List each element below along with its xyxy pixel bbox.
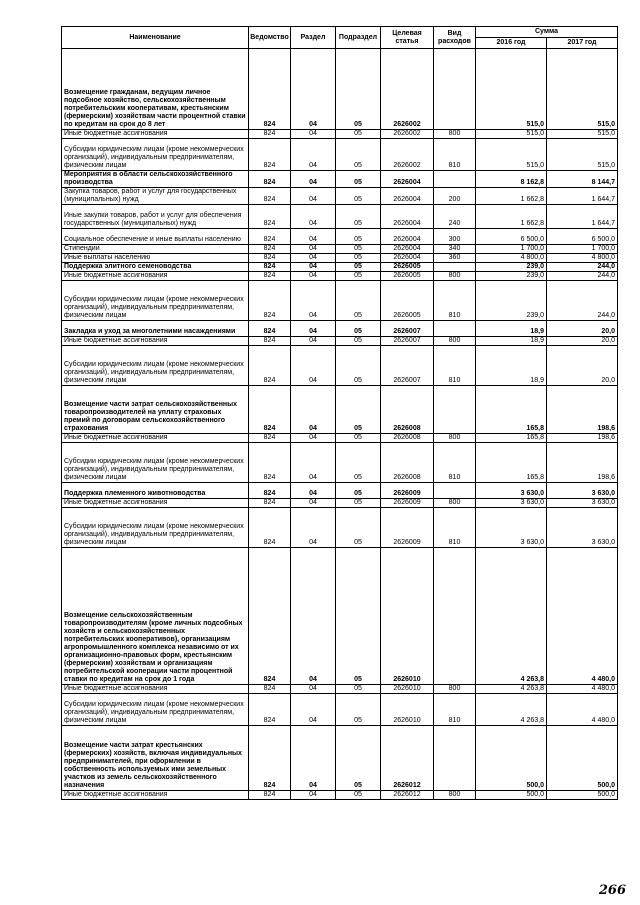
- row-expense: 800: [434, 434, 476, 443]
- row-subsection: 05: [336, 281, 381, 321]
- row-subsection: 05: [336, 188, 381, 205]
- row-subsection: 05: [336, 245, 381, 254]
- row-section: 04: [291, 443, 336, 483]
- row-subsection: 05: [336, 272, 381, 281]
- row-section: 04: [291, 281, 336, 321]
- row-sum-2017: 500,0: [547, 726, 618, 791]
- row-sum-2017: 20,0: [547, 337, 618, 346]
- row-sum-2017: 1 644,7: [547, 188, 618, 205]
- row-section: 04: [291, 272, 336, 281]
- row-name: Субсидии юридическим лицам (кроме некоммерческих организаций), индивидуальным предпринимателям, физическим лицам: [62, 139, 249, 171]
- row-subsection: 05: [336, 321, 381, 337]
- row-name: Возмещение части затрат крестьянских (фермерских) хозяйств, включая индивидуальных предпринимателей, при оформлении в собственность используемых ими земельных участков из земель сельскохозяйственного назначения: [62, 726, 249, 791]
- row-expense: 360: [434, 254, 476, 263]
- row-sum-2017: 198,6: [547, 434, 618, 443]
- row-department: 824: [249, 548, 291, 685]
- row-target: 2626004: [381, 188, 434, 205]
- row-sum-2017: 244,0: [547, 281, 618, 321]
- row-name: Иные бюджетные ассигнования: [62, 337, 249, 346]
- row-section: 04: [291, 171, 336, 188]
- table-row: [62, 254, 618, 263]
- row-expense: [434, 171, 476, 188]
- row-section: 04: [291, 791, 336, 800]
- row-section: 04: [291, 434, 336, 443]
- row-expense: 800: [434, 791, 476, 800]
- row-name: Поддержка элитного семеноводства: [62, 263, 249, 272]
- row-sum-2016: 165,8: [476, 386, 547, 434]
- row-section: 04: [291, 49, 336, 130]
- row-sum-2017: 3 630,0: [547, 508, 618, 548]
- table-row: [62, 386, 618, 434]
- table-row: [62, 49, 618, 130]
- row-section: 04: [291, 548, 336, 685]
- row-name: Иные бюджетные ассигнования: [62, 434, 249, 443]
- row-target: 2626004: [381, 205, 434, 229]
- row-department: 824: [249, 508, 291, 548]
- row-expense: [434, 726, 476, 791]
- row-department: 824: [249, 254, 291, 263]
- row-sum-2017: 515,0: [547, 130, 618, 139]
- row-sum-2016: 18,9: [476, 346, 547, 386]
- row-expense: [434, 548, 476, 685]
- table-row: [62, 188, 618, 205]
- row-section: 04: [291, 263, 336, 272]
- table-row: [62, 263, 618, 272]
- row-target: 2626008: [381, 443, 434, 483]
- row-target: 2626008: [381, 434, 434, 443]
- row-target: 2626004: [381, 229, 434, 245]
- row-sum-2016: 18,9: [476, 337, 547, 346]
- row-subsection: 05: [336, 791, 381, 800]
- row-department: 824: [249, 49, 291, 130]
- row-section: 04: [291, 483, 336, 499]
- row-sum-2016: 3 630,0: [476, 499, 547, 508]
- row-sum-2016: 239,0: [476, 281, 547, 321]
- row-subsection: 05: [336, 694, 381, 726]
- row-section: 04: [291, 386, 336, 434]
- header-2017: 2017 год: [547, 38, 618, 49]
- row-name: Иные бюджетные ассигнования: [62, 791, 249, 800]
- row-target: 2626010: [381, 694, 434, 726]
- row-sum-2016: 500,0: [476, 791, 547, 800]
- row-department: 824: [249, 483, 291, 499]
- row-sum-2016: 239,0: [476, 263, 547, 272]
- row-department: 824: [249, 139, 291, 171]
- row-subsection: 05: [336, 386, 381, 434]
- row-target: 2626005: [381, 272, 434, 281]
- row-target: 2626009: [381, 483, 434, 499]
- table-row: [62, 205, 618, 229]
- header-department: Ведомство: [249, 27, 291, 49]
- row-department: 824: [249, 171, 291, 188]
- row-sum-2016: 6 500,0: [476, 229, 547, 245]
- row-section: 04: [291, 254, 336, 263]
- row-target: 2626010: [381, 548, 434, 685]
- row-sum-2016: 515,0: [476, 139, 547, 171]
- row-name: Возмещение гражданам, ведущим личное подсобное хозяйство, сельскохозяйственным потребительским кооперативам, крестьянским (фермерским) хозяйствам части процентной ставки по кредитам на срок до 8 лет: [62, 49, 249, 130]
- row-expense: [434, 263, 476, 272]
- row-section: 04: [291, 139, 336, 171]
- row-sum-2016: 515,0: [476, 49, 547, 130]
- row-subsection: 05: [336, 139, 381, 171]
- row-name: Закупка товаров, работ и услуг для государственных (муниципальных) нужд: [62, 188, 249, 205]
- row-expense: 800: [434, 272, 476, 281]
- table-row: [62, 272, 618, 281]
- row-sum-2016: 18,9: [476, 321, 547, 337]
- row-name: Закладка и уход за многолетними насаждениями: [62, 321, 249, 337]
- row-subsection: 05: [336, 263, 381, 272]
- row-expense: 810: [434, 508, 476, 548]
- row-sum-2016: 3 630,0: [476, 483, 547, 499]
- row-target: 2626012: [381, 726, 434, 791]
- row-name: Поддержка племенного животноводства: [62, 483, 249, 499]
- table-row: [62, 245, 618, 254]
- row-section: 04: [291, 205, 336, 229]
- row-section: 04: [291, 188, 336, 205]
- row-sum-2016: 4 800,0: [476, 254, 547, 263]
- header-expense: Вид расходов: [434, 27, 476, 49]
- row-name: Иные бюджетные ассигнования: [62, 130, 249, 139]
- table-row: [62, 443, 618, 483]
- row-sum-2016: 4 263,8: [476, 685, 547, 694]
- table-row: [62, 791, 618, 800]
- row-target: 2626002: [381, 49, 434, 130]
- table-row: [62, 548, 618, 685]
- row-subsection: 05: [336, 346, 381, 386]
- row-expense: 200: [434, 188, 476, 205]
- row-name: Иные бюджетные ассигнования: [62, 272, 249, 281]
- header-target: Целевая статья: [381, 27, 434, 49]
- row-target: 2626002: [381, 130, 434, 139]
- row-subsection: 05: [336, 508, 381, 548]
- row-subsection: 05: [336, 443, 381, 483]
- header-subsection: Подраздел: [336, 27, 381, 49]
- row-subsection: 05: [336, 483, 381, 499]
- row-sum-2017: 3 630,0: [547, 499, 618, 508]
- row-department: 824: [249, 499, 291, 508]
- row-sum-2017: 4 480,0: [547, 685, 618, 694]
- row-subsection: 05: [336, 726, 381, 791]
- row-sum-2016: 1 662,8: [476, 205, 547, 229]
- row-sum-2016: 4 263,8: [476, 694, 547, 726]
- row-department: 824: [249, 791, 291, 800]
- row-target: 2626009: [381, 499, 434, 508]
- row-department: 824: [249, 386, 291, 434]
- row-target: 2626012: [381, 791, 434, 800]
- row-name: Возмещение части затрат сельскохозяйственных товаропроизводителей на уплату страховых премий по договорам сельскохозяйственного страхования: [62, 386, 249, 434]
- row-section: 04: [291, 229, 336, 245]
- row-subsection: 05: [336, 337, 381, 346]
- row-section: 04: [291, 346, 336, 386]
- row-subsection: 05: [336, 499, 381, 508]
- row-expense: 240: [434, 205, 476, 229]
- row-name: Субсидии юридическим лицам (кроме некоммерческих организаций), индивидуальным предпринимателям, физическим лицам: [62, 346, 249, 386]
- row-target: 2626009: [381, 508, 434, 548]
- row-sum-2017: 4 800,0: [547, 254, 618, 263]
- row-sum-2016: 8 162,8: [476, 171, 547, 188]
- table-row: [62, 130, 618, 139]
- row-target: 2626004: [381, 171, 434, 188]
- row-sum-2016: 1 662,8: [476, 188, 547, 205]
- row-department: 824: [249, 245, 291, 254]
- row-subsection: 05: [336, 49, 381, 130]
- row-target: 2626002: [381, 139, 434, 171]
- row-sum-2017: 515,0: [547, 49, 618, 130]
- row-target: 2626007: [381, 346, 434, 386]
- row-expense: 800: [434, 337, 476, 346]
- row-sum-2016: 515,0: [476, 130, 547, 139]
- row-expense: 810: [434, 443, 476, 483]
- row-department: 824: [249, 694, 291, 726]
- row-name: Субсидии юридическим лицам (кроме некоммерческих организаций), индивидуальным предпринимателям, физическим лицам: [62, 281, 249, 321]
- row-section: 04: [291, 726, 336, 791]
- row-expense: [434, 321, 476, 337]
- header-section: Раздел: [291, 27, 336, 49]
- row-subsection: 05: [336, 548, 381, 685]
- row-target: 2626008: [381, 386, 434, 434]
- row-sum-2017: 4 480,0: [547, 548, 618, 685]
- row-subsection: 05: [336, 254, 381, 263]
- row-name: Социальное обеспечение и иные выплаты населению: [62, 229, 249, 245]
- row-department: 824: [249, 685, 291, 694]
- budget-table: [61, 26, 618, 800]
- row-expense: 810: [434, 139, 476, 171]
- row-sum-2016: 4 263,8: [476, 548, 547, 685]
- table-row: [62, 171, 618, 188]
- row-name: Субсидии юридическим лицам (кроме некоммерческих организаций), индивидуальным предпринимателям, физическим лицам: [62, 694, 249, 726]
- table-row: [62, 139, 618, 171]
- row-name: Иные закупки товаров, работ и услуг для обеспечения государственных (муниципальных) нужд: [62, 205, 249, 229]
- row-department: 824: [249, 337, 291, 346]
- row-section: 04: [291, 321, 336, 337]
- row-department: 824: [249, 188, 291, 205]
- row-name: Стипендии: [62, 245, 249, 254]
- header-name: Наименование: [62, 27, 249, 49]
- row-department: 824: [249, 130, 291, 139]
- row-expense: 810: [434, 281, 476, 321]
- row-name: Мероприятия в области сельскохозяйственного производства: [62, 171, 249, 188]
- row-section: 04: [291, 685, 336, 694]
- row-subsection: 05: [336, 434, 381, 443]
- row-sum-2017: 198,6: [547, 443, 618, 483]
- row-expense: 800: [434, 130, 476, 139]
- row-target: 2626007: [381, 321, 434, 337]
- row-sum-2017: 515,0: [547, 139, 618, 171]
- row-sum-2017: 20,0: [547, 321, 618, 337]
- row-sum-2016: 3 630,0: [476, 508, 547, 548]
- row-target: 2626010: [381, 685, 434, 694]
- row-sum-2016: 1 700,0: [476, 245, 547, 254]
- row-sum-2017: 244,0: [547, 272, 618, 281]
- row-sum-2017: 6 500,0: [547, 229, 618, 245]
- table-row: [62, 434, 618, 443]
- table-body: [62, 49, 618, 800]
- page-number: 266: [598, 883, 626, 898]
- row-target: 2626004: [381, 245, 434, 254]
- row-department: 824: [249, 263, 291, 272]
- row-expense: 800: [434, 685, 476, 694]
- table-row: [62, 726, 618, 791]
- row-section: 04: [291, 508, 336, 548]
- row-subsection: 05: [336, 205, 381, 229]
- row-subsection: 05: [336, 130, 381, 139]
- row-department: 824: [249, 281, 291, 321]
- row-department: 824: [249, 434, 291, 443]
- row-sum-2017: 244,0: [547, 263, 618, 272]
- row-subsection: 05: [336, 229, 381, 245]
- row-expense: [434, 386, 476, 434]
- row-name: Субсидии юридическим лицам (кроме некоммерческих организаций), индивидуальным предпринимателям, физическим лицам: [62, 508, 249, 548]
- row-sum-2017: 1 700,0: [547, 245, 618, 254]
- table-row: [62, 229, 618, 245]
- row-department: 824: [249, 321, 291, 337]
- row-expense: 800: [434, 499, 476, 508]
- row-subsection: 05: [336, 685, 381, 694]
- row-subsection: 05: [336, 171, 381, 188]
- row-name: Иные выплаты населению: [62, 254, 249, 263]
- row-name: Иные бюджетные ассигнования: [62, 685, 249, 694]
- row-sum-2017: 8 144,7: [547, 171, 618, 188]
- row-section: 04: [291, 130, 336, 139]
- row-sum-2017: 20,0: [547, 346, 618, 386]
- row-section: 04: [291, 694, 336, 726]
- row-expense: 810: [434, 694, 476, 726]
- header-2016: 2016 год: [476, 38, 547, 49]
- row-expense: 810: [434, 346, 476, 386]
- table-row: [62, 337, 618, 346]
- row-expense: [434, 483, 476, 499]
- row-expense: 340: [434, 245, 476, 254]
- row-department: 824: [249, 229, 291, 245]
- table-row: [62, 321, 618, 337]
- row-target: 2626007: [381, 337, 434, 346]
- row-target: 2626005: [381, 281, 434, 321]
- row-sum-2017: 3 630,0: [547, 483, 618, 499]
- row-sum-2017: 198,6: [547, 386, 618, 434]
- row-expense: [434, 49, 476, 130]
- row-department: 824: [249, 272, 291, 281]
- row-target: 2626004: [381, 254, 434, 263]
- row-department: 824: [249, 443, 291, 483]
- row-name: Возмещение сельскохозяйственным товаропроизводителям (кроме личных подсобных хозяйств и сельскохозяйственных потребительских кооперативов), организациям агропромышленного комплекса независимо от их организационно-правовых форм, крестьянским (фермерским) хозяйствам и организациям потребительской кооперации части процентной ставки по кредитам на срок до 1 года: [62, 548, 249, 685]
- row-department: 824: [249, 346, 291, 386]
- row-sum-2017: 4 480,0: [547, 694, 618, 726]
- header-sum: Сумма: [476, 27, 618, 38]
- row-sum-2016: 239,0: [476, 272, 547, 281]
- table-row: [62, 508, 618, 548]
- row-sum-2017: 500,0: [547, 791, 618, 800]
- table-row: [62, 499, 618, 508]
- row-department: 824: [249, 205, 291, 229]
- row-target: 2626005: [381, 263, 434, 272]
- row-sum-2016: 165,8: [476, 434, 547, 443]
- row-name: Субсидии юридическим лицам (кроме некоммерческих организаций), индивидуальным предпринимателям, физическим лицам: [62, 443, 249, 483]
- row-section: 04: [291, 499, 336, 508]
- table-row: [62, 346, 618, 386]
- row-section: 04: [291, 337, 336, 346]
- row-department: 824: [249, 726, 291, 791]
- row-sum-2017: 1 644,7: [547, 205, 618, 229]
- row-section: 04: [291, 245, 336, 254]
- table-row: [62, 483, 618, 499]
- table-row: [62, 694, 618, 726]
- table-row: [62, 685, 618, 694]
- row-sum-2016: 500,0: [476, 726, 547, 791]
- row-expense: 300: [434, 229, 476, 245]
- row-name: Иные бюджетные ассигнования: [62, 499, 249, 508]
- row-sum-2016: 165,8: [476, 443, 547, 483]
- table-row: [62, 281, 618, 321]
